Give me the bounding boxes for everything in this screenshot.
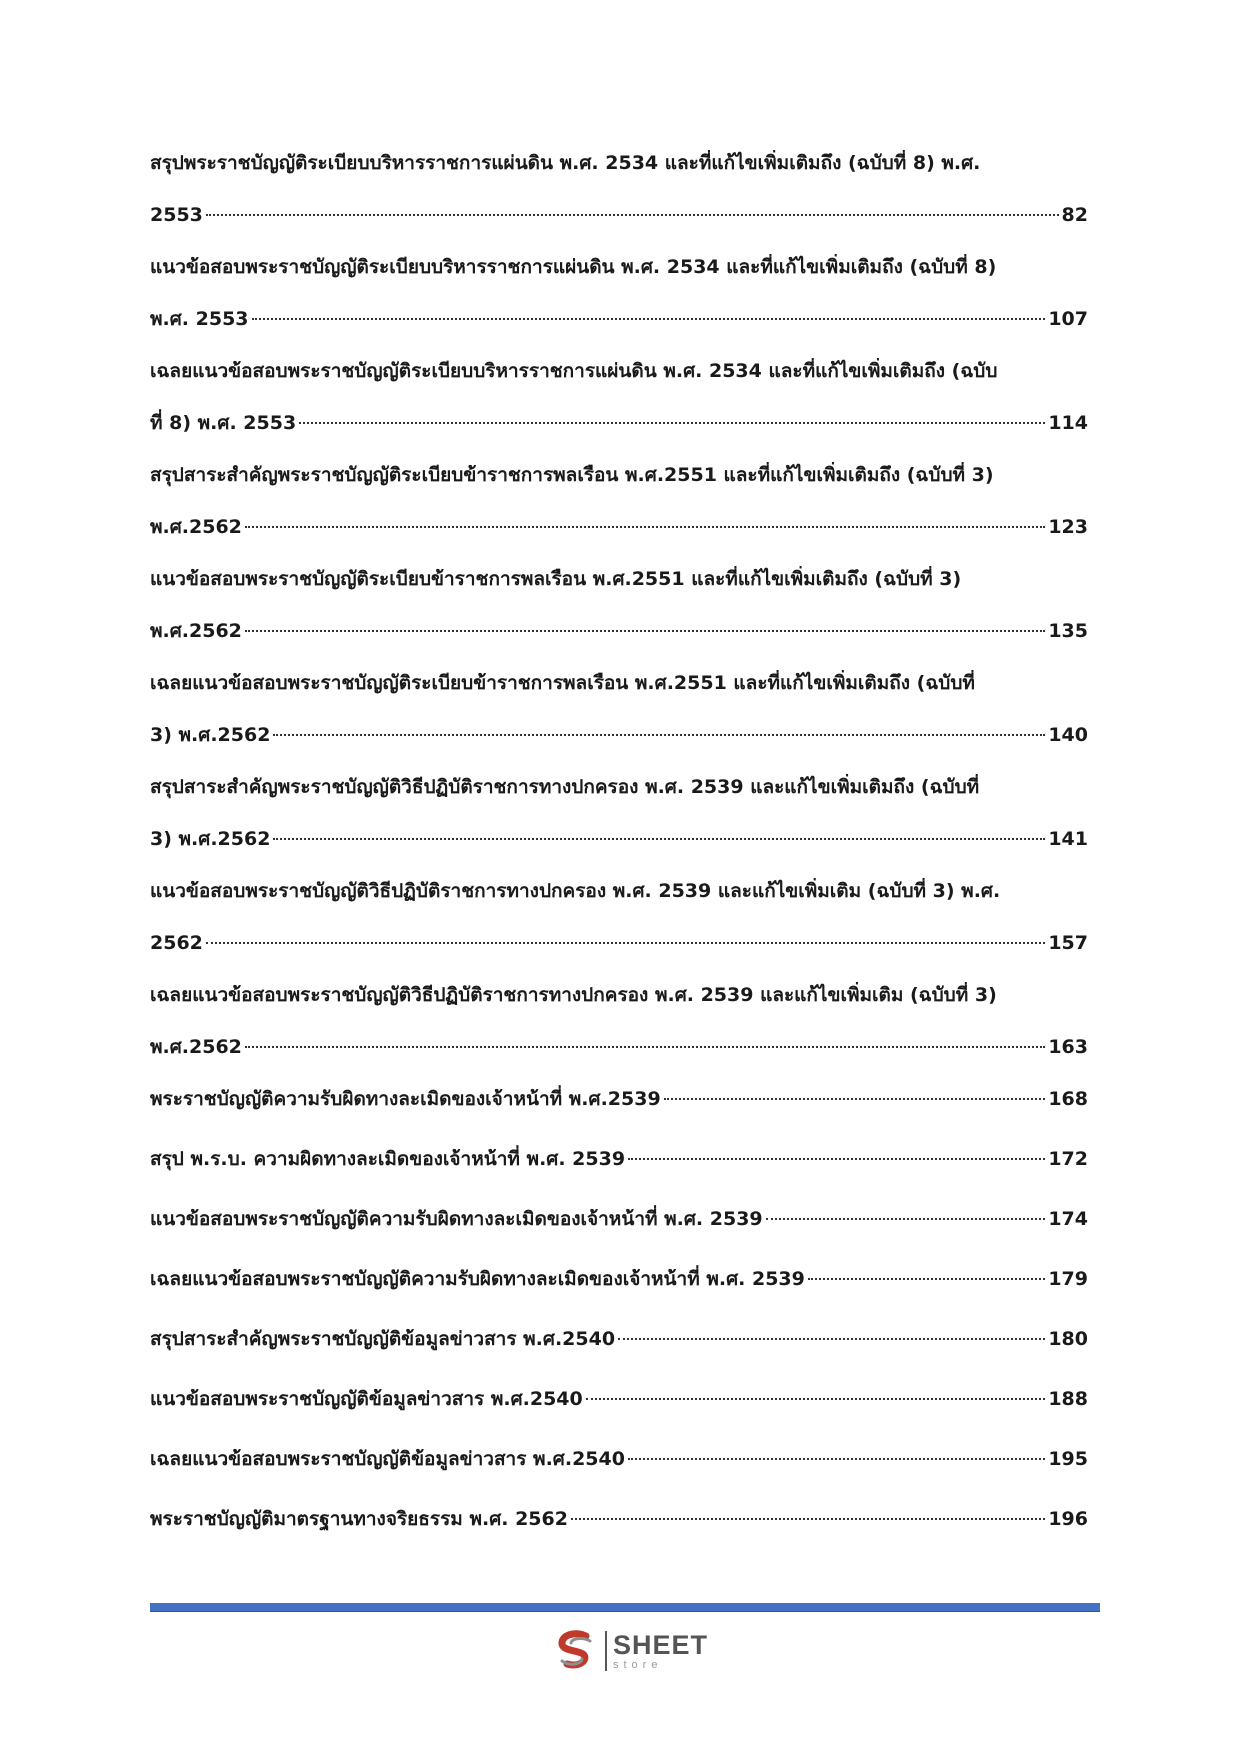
toc-entry-title-line2: พ.ศ.2562 [150, 516, 242, 538]
dot-leader [586, 1398, 1046, 1400]
toc-entry[interactable] [150, 1326, 1088, 1352]
toc-entry[interactable] [150, 566, 1088, 644]
toc-page-number: 180 [1048, 1328, 1088, 1350]
toc-entry-title: เฉลยแนวข้อสอบพระราชบัญญัติข้อมูลข่าวสาร พ.ศ.2540 [150, 1448, 625, 1470]
dot-leader [808, 1278, 1045, 1280]
toc-entry[interactable] [150, 670, 1088, 748]
toc-entry-title: แนวข้อสอบพระราชบัญญัติข้อมูลข่าวสาร พ.ศ.2540 [150, 1388, 583, 1410]
toc-page-number: 107 [1048, 308, 1088, 330]
toc-entry-title-line2: 2562 [150, 932, 203, 954]
toc-entry[interactable] [150, 150, 1088, 228]
toc-entry[interactable] [150, 1446, 1088, 1472]
toc-page-number: 168 [1048, 1088, 1088, 1110]
dot-leader [766, 1218, 1046, 1220]
toc-entry-title-line1: แนวข้อสอบพระราชบัญญัติระเบียบข้าราชการพลเรือน พ.ศ.2551 และที่แก้ไขเพิ่มเติมถึง (ฉบับที่ 3) [150, 568, 962, 590]
toc-entry-title: สรุป พ.ร.บ. ความผิดทางละเมิดของเจ้าหน้าที่ พ.ศ. 2539 [150, 1148, 626, 1170]
dot-leader [299, 422, 1045, 424]
toc-entry-title-line2: พ.ศ. 2553 [150, 308, 249, 330]
toc-entry-title-line2: 3) พ.ศ.2562 [150, 724, 271, 746]
toc-entry[interactable] [150, 1386, 1088, 1412]
toc-entry-title-line1: สรุปพระราชบัญญัติระเบียบบริหารราชการแผ่นดิน พ.ศ. 2534 และที่แก้ไขเพิ่มเติมถึง (ฉบับที่ 8) พ.ศ. [150, 152, 981, 174]
dot-leader [628, 1458, 1045, 1460]
toc-entry-title: สรุปสาระสำคัญพระราชบัญญัติข้อมูลข่าวสาร พ.ศ.2540 [150, 1328, 616, 1350]
dot-leader [252, 318, 1046, 320]
toc-entry-title-line2: พ.ศ.2562 [150, 1036, 242, 1058]
toc-page-number: 172 [1048, 1148, 1088, 1170]
toc-entry[interactable] [150, 1146, 1088, 1172]
toc-entry-title: พระราชบัญญัติความรับผิดทางละเมิดของเจ้าหน้าที่ พ.ศ.2539 [150, 1088, 661, 1110]
toc-entry-title-line1: สรุปสาระสำคัญพระราชบัญญัติวิธีปฏิบัติราชการทางปกครอง พ.ศ. 2539 และแก้ไขเพิ่มเติมถึง (ฉบับที่ [150, 776, 980, 798]
toc-page-number: 123 [1048, 516, 1088, 538]
dot-leader [245, 630, 1045, 632]
toc-entry-title-line2: 3) พ.ศ.2562 [150, 828, 271, 850]
toc-entry-title-line1: เฉลยแนวข้อสอบพระราชบัญญัติระเบียบข้าราชการพลเรือน พ.ศ.2551 และที่แก้ไขเพิ่มเติมถึง (ฉบับที่ [150, 672, 975, 694]
toc-page-number: 163 [1048, 1036, 1088, 1058]
sheet-store-logo [553, 1626, 723, 1676]
toc-entry-title: พระราชบัญญัติมาตรฐานทางจริยธรรม พ.ศ. 2562 [150, 1508, 568, 1530]
dot-leader [618, 1338, 1045, 1340]
toc-page-number: 157 [1048, 932, 1088, 954]
toc-entry-title-line2: 2553 [150, 204, 203, 226]
toc-page-number: 196 [1048, 1508, 1088, 1530]
toc-entry[interactable] [150, 878, 1088, 956]
dot-leader [206, 214, 1059, 216]
toc-entry[interactable] [150, 358, 1088, 436]
toc-entry[interactable] [150, 982, 1088, 1060]
dot-leader [571, 1518, 1045, 1520]
toc-entry-title-line1: แนวข้อสอบพระราชบัญญัติวิธีปฏิบัติราชการทางปกครอง พ.ศ. 2539 และแก้ไขเพิ่มเติม (ฉบับที่ 3) พ.ศ. [150, 880, 1001, 902]
footer-divider [150, 1603, 1100, 1612]
logo-wordmark: SHEET [613, 1629, 709, 1660]
dot-leader [628, 1158, 1045, 1160]
toc-entry-title-line1: เฉลยแนวข้อสอบพระราชบัญญัติวิธีปฏิบัติราชการทางปกครอง พ.ศ. 2539 และแก้ไขเพิ่มเติม (ฉบับที่ 3) [150, 984, 997, 1006]
logo-subtext: store [613, 1658, 663, 1671]
toc-entry[interactable] [150, 1506, 1088, 1532]
toc-entry[interactable] [150, 462, 1088, 540]
toc-page-number: 114 [1048, 412, 1088, 434]
toc-entry[interactable] [150, 1206, 1088, 1232]
toc-entry-title-line1: สรุปสาระสำคัญพระราชบัญญัติระเบียบข้าราชการพลเรือน พ.ศ.2551 และที่แก้ไขเพิ่มเติมถึง (ฉบับที่ 3) [150, 464, 994, 486]
toc-page-number: 140 [1048, 724, 1088, 746]
toc-entry-title: เฉลยแนวข้อสอบพระราชบัญญัติความรับผิดทางละเมิดของเจ้าหน้าที่ พ.ศ. 2539 [150, 1268, 805, 1290]
toc-page-number: 174 [1048, 1208, 1088, 1230]
toc-page-number: 141 [1048, 828, 1088, 850]
toc-entry[interactable] [150, 1266, 1088, 1292]
toc-page-number: 82 [1061, 204, 1088, 226]
toc-entry[interactable] [150, 254, 1088, 332]
toc-entry-title-line2: ที่ 8) พ.ศ. 2553 [150, 412, 297, 434]
toc-entry-title-line2: พ.ศ.2562 [150, 620, 242, 642]
dot-leader [245, 526, 1045, 528]
dot-leader [664, 1098, 1046, 1100]
toc-page-number: 179 [1048, 1268, 1088, 1290]
dot-leader [206, 942, 1045, 944]
dot-leader [273, 734, 1045, 736]
toc-page-number: 188 [1048, 1388, 1088, 1410]
toc-entry-title: แนวข้อสอบพระราชบัญญัติความรับผิดทางละเมิดของเจ้าหน้าที่ พ.ศ. 2539 [150, 1208, 763, 1230]
s-logo-icon [553, 1628, 599, 1674]
toc-entry-title-line1: แนวข้อสอบพระราชบัญญัติระเบียบบริหารราชการแผ่นดิน พ.ศ. 2534 และที่แก้ไขเพิ่มเติมถึง (ฉบับที่ 8) [150, 256, 997, 278]
toc-entry[interactable] [150, 1086, 1088, 1112]
logo-separator [605, 1631, 607, 1671]
dot-leader [273, 838, 1045, 840]
toc-page-number: 135 [1048, 620, 1088, 642]
toc-entry[interactable] [150, 774, 1088, 852]
dot-leader [245, 1046, 1045, 1048]
toc-entry-title-line1: เฉลยแนวข้อสอบพระราชบัญญัติระเบียบบริหารราชการแผ่นดิน พ.ศ. 2534 และที่แก้ไขเพิ่มเติมถึง (ฉบับ [150, 360, 998, 382]
toc-page-number: 195 [1048, 1448, 1088, 1470]
